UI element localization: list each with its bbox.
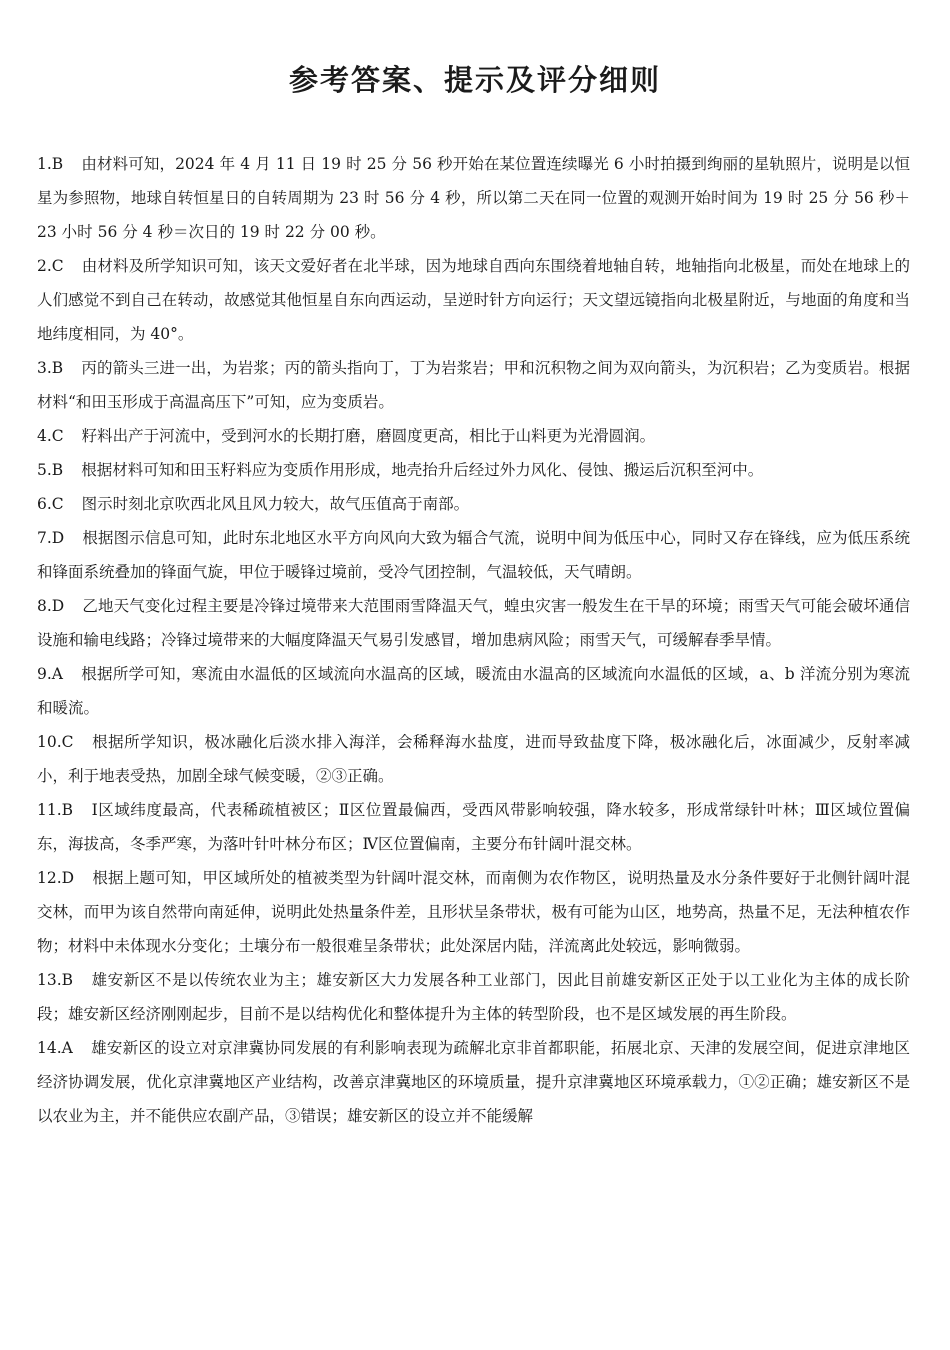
item-number: 8. — [37, 597, 52, 615]
item-number: 10. — [37, 733, 62, 751]
answer-item-4 — [37, 419, 910, 453]
answer-item-12 — [37, 861, 910, 963]
item-explanation: 由材料及所学知识可知，该天文爱好者在北半球，因为地球自西向东围绕着地轴自转，地轴指向北极星，而处在地球上的人们感觉不到自己在转动，故感觉其他恒星自东向西运动，呈逆时针方向运行；天文望远镜指向北极星附近，与地面的角度和当地纬度相同，为 40°。 — [37, 257, 910, 343]
item-number: 1. — [37, 155, 52, 173]
item-explanation: 由材料可知，2024 年 4 月 11 日 19 时 25 分 56 秒开始在某位置连续曝光 6 小时拍摄到绚丽的星轨照片，说明是以恒星为参照物，地球自转恒星日的自转周期为 23 时 56 分 4 秒，所以第二天在同一位置的观测开始时间为 19 时 25 分 56 秒＋23 小时 56 分 4 秒＝次日的 19 时 22 分 00 秒。 — [37, 155, 910, 241]
answer-item-7 — [37, 521, 910, 589]
item-explanation: 根据所学知识，极冰融化后淡水排入海洋，会稀释海水盐度，进而导致盐度下降，极冰融化后，冰面减少，反射率减小，利于地表受热，加剧全球气候变暖，②③正确。 — [37, 733, 910, 785]
item-explanation: 籽料出产于河流中，受到河水的长期打磨，磨圆度更高，相比于山料更为光滑圆润。 — [81, 427, 656, 445]
answer-item-1 — [37, 147, 910, 249]
item-answer: D — [61, 869, 75, 887]
item-number: 9. — [37, 665, 52, 683]
item-explanation: 雄安新区的设立对京津冀协同发展的有利影响表现为疏解北京非首都职能，拓展北京、天津的发展空间，促进京津地区经济协调发展，优化京津冀地区产业结构，改善京津冀地区的环境质量，提升京津冀地区环境承载力，①②正确；雄安新区不是以农业为主，并不能供应农副产品，③错误；雄安新区的设立并不能缓解 — [37, 1039, 910, 1125]
answer-item-3 — [37, 351, 910, 419]
answer-item-14 — [37, 1031, 910, 1133]
item-number: 13. — [37, 971, 62, 989]
item-answer: A — [61, 1039, 73, 1057]
item-explanation: Ⅰ区域纬度最高，代表稀疏植被区；Ⅱ区位置最偏西，受西风带影响较强，降水较多，形成常绿针叶林；Ⅲ区域位置偏东，海拔高，冬季严寒，为落叶针叶林分布区；Ⅳ区位置偏南，主要分布针阔叶混交林。 — [37, 801, 910, 853]
answer-item-9 — [37, 657, 910, 725]
answer-item-10 — [37, 725, 910, 793]
answer-item-5 — [37, 453, 910, 487]
item-explanation: 雄安新区不是以传统农业为主；雄安新区大力发展各种工业部门，因此目前雄安新区正处于以工业化为主体的成长阶段；雄安新区经济刚刚起步，目前不是以结构优化和整体提升为主体的转型阶段，也不是区域发展的再生阶段。 — [37, 971, 910, 1023]
item-number: 4. — [37, 427, 52, 445]
item-explanation: 根据材料可知和田玉籽料应为变质作用形成，地壳抬升后经过外力风化、侵蚀、搬运后沉积至河中。 — [81, 461, 764, 479]
item-answer: B — [61, 801, 74, 819]
item-answer: D — [51, 529, 65, 547]
item-answer: C — [61, 733, 74, 751]
item-answer: B — [61, 971, 74, 989]
answer-item-6 — [37, 487, 910, 521]
item-answer: B — [51, 359, 64, 377]
item-answer: B — [51, 461, 64, 479]
item-number: 7. — [37, 529, 52, 547]
answer-item-8 — [37, 589, 910, 657]
answer-list — [37, 147, 910, 1133]
answer-item-2 — [37, 249, 910, 351]
item-answer: C — [51, 495, 64, 513]
item-answer: B — [51, 155, 64, 173]
item-answer: C — [51, 257, 64, 275]
item-number: 14. — [37, 1039, 62, 1057]
answer-item-11 — [37, 793, 910, 861]
item-explanation: 根据上题可知，甲区域所处的植被类型为针阔叶混交林，而南侧为农作物区，说明热量及水分条件要好于北侧针阔叶混交林，而甲为该自然带向南延伸，说明此处热量条件差，且形状呈条带状，极有可能为山区，地势高，热量不足，无法种植农作物；材料中未体现水分变化；土壤分布一般很难呈条带状；此处深居内陆，洋流离此处较远，影响微弱。 — [37, 869, 910, 955]
item-explanation: 丙的箭头三进一出，为岩浆；丙的箭头指向丁，丁为岩浆岩；甲和沉积物之间为双向箭头，为沉积岩；乙为变质岩。根据材料“和田玉形成于高温高压下”可知，应为变质岩。 — [37, 359, 910, 411]
item-explanation: 根据所学可知，寒流由水温低的区域流向水温高的区域，暖流由水温高的区域流向水温低的区域，a、b 洋流分别为寒流和暖流。 — [37, 665, 910, 717]
item-number: 2. — [37, 257, 52, 275]
page-title: 参考答案、提示及评分细则 — [288, 63, 661, 97]
item-number: 12. — [37, 869, 62, 887]
item-number: 6. — [37, 495, 52, 513]
item-number: 3. — [37, 359, 52, 377]
item-explanation: 乙地天气变化过程主要是冷锋过境带来大范围雨雪降温天气，蝗虫灾害一般发生在干旱的环境；雨雪天气可能会破坏通信设施和输电线路；冷锋过境带来的大幅度降温天气易引发感冒，增加患病风险；雨雪天气，可缓解春季旱情。 — [37, 597, 910, 649]
item-number: 5. — [37, 461, 52, 479]
item-answer: C — [51, 427, 64, 445]
item-answer: D — [51, 597, 65, 615]
item-explanation: 图示时刻北京吹西北风且风力较大，故气压值高于南部。 — [81, 495, 470, 513]
item-explanation: 根据图示信息可知，此时东北地区水平方向风向大致为辐合气流，说明中间为低压中心，同时又存在锋线，应为低压系统和锋面系统叠加的锋面气旋，甲位于暖锋过境前，受冷气团控制，气温较低，天气晴朗。 — [37, 529, 910, 581]
item-answer: A — [51, 665, 63, 683]
item-number: 11. — [37, 801, 62, 819]
answer-item-13 — [37, 963, 910, 1031]
